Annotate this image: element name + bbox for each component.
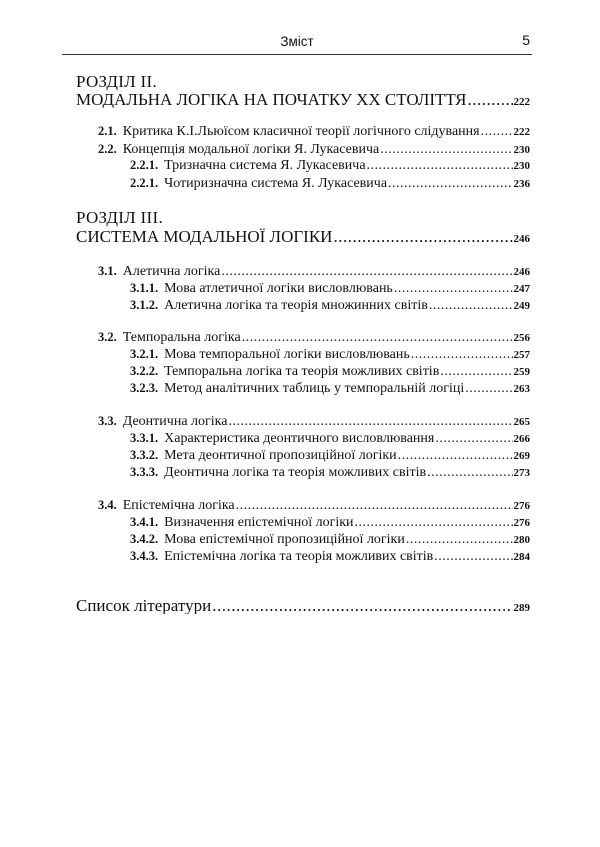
toc-entry-chapter2[interactable] [76, 90, 530, 108]
page-ref: 276 [513, 517, 530, 529]
section-title: Мова атлетичної логіки висловлювань [164, 281, 393, 296]
leader-dots [355, 515, 513, 531]
leader-dots [394, 281, 513, 297]
chapter3-title: СИСТЕМА МОДАЛЬНОЇ ЛОГІКИ [76, 227, 333, 245]
section-title: Алетична логіка [122, 264, 221, 279]
page-ref: 289 [513, 602, 530, 614]
leader-dots [228, 414, 512, 430]
section-number: 2.1. [98, 124, 117, 138]
toc-entry-3-3-1[interactable] [130, 431, 530, 449]
toc-entry-3-4[interactable] [98, 498, 530, 516]
leader-dots [429, 298, 513, 314]
leader-dots [242, 330, 513, 346]
leader-dots [380, 142, 512, 158]
section-title: Тризначна система Я. Лукасевича [164, 158, 366, 173]
toc-entry-3-3[interactable] [98, 414, 530, 432]
toc-entry-bibliography[interactable] [76, 596, 530, 614]
leader-dots [465, 381, 512, 397]
page-ref: 265 [513, 416, 530, 428]
page-ref: 273 [513, 467, 530, 479]
section-title: Мова епістемічної пропозиційної логіки [164, 532, 405, 547]
leader-dots [333, 227, 512, 245]
leader-dots [212, 596, 512, 614]
toc-entry-3-4-1[interactable] [130, 515, 530, 533]
section-number: 3.3.2. [130, 448, 159, 462]
page-ref: 257 [513, 349, 530, 361]
header-page-number: 5 [522, 32, 530, 48]
section-title: Визначення епістемічної логіки [164, 515, 354, 530]
section-number: 3.1.1. [130, 281, 159, 295]
leader-dots [481, 124, 513, 140]
leader-dots [434, 549, 512, 565]
toc-entry-3-2-3[interactable] [130, 381, 530, 399]
section-title: Критика К.І.Льюїсом класичної теорії логічного слідування [122, 124, 480, 139]
section-number: 2.2.1. [130, 176, 159, 190]
page-ref: 280 [513, 534, 530, 546]
toc-entry-3-1-1[interactable] [130, 281, 530, 299]
section-number: 2.2.1. [130, 158, 159, 172]
page-ref: 269 [513, 450, 530, 462]
page-ref: 246 [513, 233, 530, 245]
section-number: 3.4.3. [130, 549, 159, 563]
section-number: 3.1.2. [130, 298, 159, 312]
section-title: Епістемічна логіка [122, 498, 235, 513]
section-number: 3.2.3. [130, 381, 159, 395]
leader-dots [468, 90, 513, 108]
page-ref: 263 [513, 383, 530, 395]
leader-dots [388, 176, 512, 192]
page-ref: 276 [513, 500, 530, 512]
chapter3-label: РОЗДІЛ III. [76, 208, 163, 227]
section-title: Епістемічна логіка та теорія можливих світів [164, 549, 434, 564]
page-ref: 222 [513, 126, 530, 138]
section-title: Мета деонтичної пропозиційної логіки [164, 448, 397, 463]
page-ref: 230 [513, 160, 530, 172]
toc-entry-chapter3[interactable] [76, 227, 530, 245]
toc-entry-3-4-3[interactable] [130, 549, 530, 567]
toc-entry-3-2-2[interactable] [130, 364, 530, 382]
toc-entry-3-1[interactable] [98, 264, 530, 282]
toc-entry-2-1[interactable] [98, 124, 530, 142]
toc-entry-3-1-2[interactable] [130, 298, 530, 316]
leader-dots [427, 465, 512, 481]
section-number: 3.4. [98, 498, 117, 512]
section-number: 3.2. [98, 330, 117, 344]
running-header [62, 30, 532, 55]
section-title: Деонтична логіка [122, 414, 228, 429]
page-ref: 256 [513, 332, 530, 344]
section-number: 3.4.2. [130, 532, 159, 546]
toc-entry-2-2-1b[interactable] [130, 176, 530, 194]
section-title: Концепція модальної логіки Я. Лукасевича [122, 142, 380, 157]
section-number: 3.3. [98, 414, 117, 428]
section-title: Мова темпоральної логіки висловлювань [164, 347, 410, 362]
header-title: Зміст [280, 34, 314, 49]
leader-dots [435, 431, 512, 447]
section-number: 3.2.2. [130, 364, 159, 378]
chapter2-title: МОДАЛЬНА ЛОГІКА НА ПОЧАТКУ ХХ СТОЛІТТЯ [76, 90, 467, 108]
section-title: Темпоральна логіка та теорія можливих світів [164, 364, 440, 379]
page-ref: 247 [513, 283, 530, 295]
toc-entry-3-2-1[interactable] [130, 347, 530, 365]
toc-entry-3-3-3[interactable] [130, 465, 530, 483]
section-number: 2.2. [98, 142, 117, 156]
page-ref: 259 [513, 366, 530, 378]
page-ref: 284 [513, 551, 530, 563]
section-number: 3.2.1. [130, 347, 159, 361]
page-ref: 230 [513, 144, 530, 156]
page-ref: 246 [513, 266, 530, 278]
leader-dots [406, 532, 513, 548]
section-title: Темпоральна логіка [122, 330, 241, 345]
leader-dots [367, 158, 513, 174]
section-number: 3.4.1. [130, 515, 159, 529]
leader-dots [398, 448, 513, 464]
toc-entry-3-2[interactable] [98, 330, 530, 348]
leader-dots [440, 364, 512, 380]
toc-entry-3-3-2[interactable] [130, 448, 530, 466]
section-title: Алетична логіка та теорія множинних світів [164, 298, 428, 313]
section-title: Характеристика деонтичного висловлювання [164, 431, 435, 446]
leader-dots [221, 264, 512, 280]
bibliography-title: Список літератури [76, 596, 212, 614]
section-number: 3.3.3. [130, 465, 159, 479]
section-title: Чотиризначна система Я. Лукасевича [164, 176, 388, 191]
toc-entry-3-4-2[interactable] [130, 532, 530, 550]
leader-dots [236, 498, 513, 514]
section-title: Метод аналітичних таблиць у темпоральній логіці [164, 381, 465, 396]
page-ref: 236 [513, 178, 530, 190]
page-ref: 222 [513, 96, 530, 108]
section-number: 3.1. [98, 264, 117, 278]
page-ref: 249 [513, 300, 530, 312]
chapter2-label: РОЗДІЛ II. [76, 72, 158, 91]
section-title: Деонтична логіка та теорія можливих світів [164, 465, 427, 480]
leader-dots [411, 347, 513, 363]
page-ref: 266 [513, 433, 530, 445]
toc-entry-2-2-1[interactable] [130, 158, 530, 176]
section-number: 3.3.1. [130, 431, 159, 445]
